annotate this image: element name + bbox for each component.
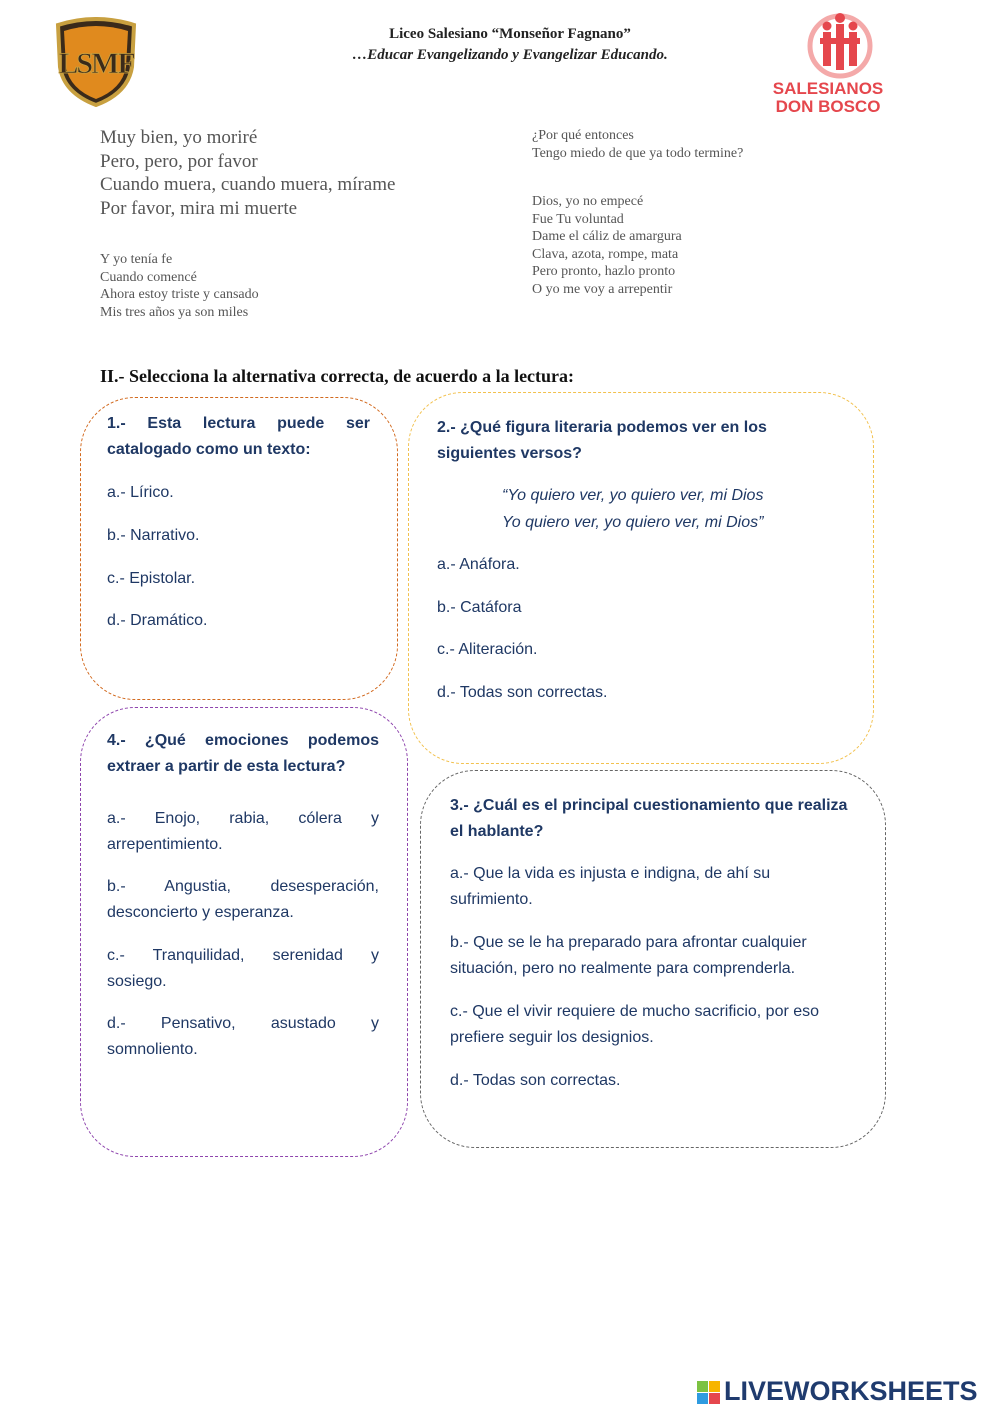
poem-line: Tengo miedo de que ya todo termine? [532,145,744,161]
q4-option-a[interactable]: a.- Enojo, rabia, cólera y arrepentimiento. [107,810,379,853]
poem-line: Cuando comencé [100,269,197,285]
sdb-line2: DON BOSCO [775,97,881,116]
q2-quote-line-1: “Yo quiero ver, yo quiero ver, mi Dios [502,487,764,504]
poem-line: Dios, yo no empecé [532,194,644,209]
q1-option-c[interactable]: c.- Epistolar. [107,570,196,587]
salesianos-brand-text [768,80,888,116]
q4-option-d[interactable]: d.- Pensativo, asustado y somnoliento. [107,1015,379,1058]
poem-line: ¿Por qué entonces [532,128,634,143]
question-2-title: 2.- ¿Qué figura literaria podemos ver en los siguientes versos? [437,419,767,462]
q1-option-b[interactable]: b.- Narrativo. [107,527,200,544]
q3-option-d[interactable]: d.- Todas son correctas. [450,1072,621,1089]
question-1-title: 1.- Esta lectura puede ser catalogado como un texto: [107,415,370,458]
liveworksheets-brand: LIVEWORKSHEETS [724,1376,978,1406]
q2-option-a[interactable]: a.- Anáfora. [437,556,520,573]
question-4-title: 4.- ¿Qué emociones podemos extraer a partir de esta lectura? [107,732,379,775]
school-motto: …Educar Evangelizando y Evangelizar Educando. [352,47,668,63]
school-crest-logo [52,17,140,107]
liveworksheets-icon [697,1381,721,1405]
sdb-line1: SALESIANOS [772,79,884,98]
poem-line: Y yo tenía fe [100,252,173,267]
poem-line: Dame el cáliz de amargura [532,229,682,244]
section-title: II.- Selecciona la alternativa correcta, de acuerdo a la lectura: [100,366,575,386]
poem-line: Ahora estoy triste y cansado [100,287,259,302]
question-3-title: 3.- ¿Cuál es el principal cuestionamiento que realiza el hablante? [450,797,848,840]
q4-option-b[interactable]: b.- Angustia, desesperación, desconcierto y esperanza. [107,878,379,921]
q4-option-c[interactable]: c.- Tranquilidad, serenidad y sosiego. [107,947,379,990]
q3-option-c[interactable]: c.- Que el vivir requiere de mucho sacrificio, por eso prefiere seguir los designios. [450,1003,820,1046]
poem-stanza-3 [532,127,743,162]
poem-line: Fue Tu voluntad [532,211,624,227]
svg-text:LSMF: LSMF [58,47,134,80]
school-name: Liceo Salesiano “Monseñor Fagnano” [389,26,631,42]
q3-option-b[interactable]: b.- Que se le ha preparado para afrontar cualquier situación, pero no realmente para comprenderla. [450,934,807,977]
poem-stanza-2 [100,251,259,321]
poem-line: Pero pronto, hazlo pronto [532,264,676,279]
q1-option-a[interactable]: a.- Lírico. [107,484,174,501]
poem-line: Muy bien, yo moriré [100,127,258,148]
poem-stanza-1 [100,126,395,220]
q2-option-b[interactable]: b.- Catáfora [437,599,522,616]
q1-option-d[interactable]: d.- Dramático. [107,612,208,629]
q3-option-a[interactable]: a.- Que la vida es injusta e indigna, de ahí su sufrimiento. [450,865,771,908]
q2-option-d[interactable]: d.- Todas son correctas. [437,684,608,701]
poem-line: Clava, azota, rompe, mata [532,246,679,262]
q2-quote-line-2: Yo quiero ver, yo quiero ver, mi Dios” [502,514,764,531]
poem-line: Mis tres años ya son miles [100,304,249,320]
q2-option-c[interactable]: c.- Aliteración. [437,641,538,658]
poem-line: Cuando muera, cuando muera, mírame [100,174,396,195]
poem-stanza-4 [532,193,682,298]
poem-line: Por favor, mira mi muerte [100,197,298,219]
poem-line: Pero, pero, por favor [100,150,258,172]
poem-line: O yo me voy a arrepentir [532,281,673,297]
